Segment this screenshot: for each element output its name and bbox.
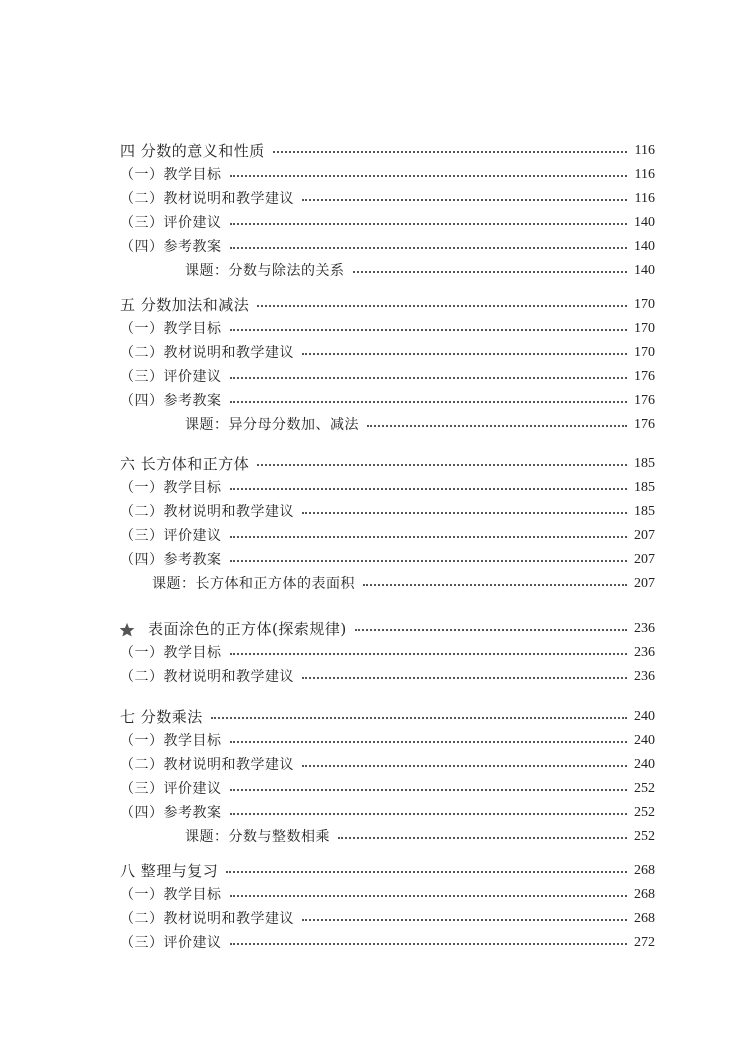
toc-entry[interactable] xyxy=(0,259,750,283)
toc-entry[interactable] xyxy=(0,365,750,389)
toc-entry-page: 268 xyxy=(634,863,655,878)
toc-entry[interactable] xyxy=(0,859,750,883)
toc-entry-title: （一）教学目标 xyxy=(120,167,222,183)
toc-entry[interactable] xyxy=(0,753,750,777)
toc-entry-title: （四）参考教案 xyxy=(120,393,222,409)
toc-entry-page: 236 xyxy=(634,669,655,684)
dot-leader xyxy=(257,305,627,307)
toc-entry-title: （二）教材说明和教学建议 xyxy=(120,345,294,361)
toc-entry[interactable] xyxy=(0,187,750,211)
toc-entry-title: 课题：异分母分数加、减法 xyxy=(185,417,359,433)
toc-entry-title: 表面涂色的正方体(探索规律) xyxy=(148,620,347,638)
toc-entry-title: （二）教材说明和教学建议 xyxy=(120,911,294,927)
dot-leader xyxy=(302,919,627,921)
toc-entry[interactable] xyxy=(0,139,750,163)
toc-entry[interactable] xyxy=(0,500,750,524)
toc-entry[interactable] xyxy=(0,452,750,476)
toc-entry-title: 八 整理与复习 xyxy=(120,862,219,880)
toc-entry-title: （二）教材说明和教学建议 xyxy=(120,669,294,685)
star-icon xyxy=(119,622,135,637)
toc-entry-title: 课题：分数与除法的关系 xyxy=(185,263,345,279)
toc-entry[interactable] xyxy=(0,665,750,689)
dot-leader xyxy=(230,653,628,655)
toc-entry-page: 170 xyxy=(634,297,655,312)
dot-leader xyxy=(230,377,628,379)
toc-entry-title: （一）教学目标 xyxy=(120,645,222,661)
toc-entry-title: （一）教学目标 xyxy=(120,480,222,496)
toc-entry[interactable] xyxy=(0,211,750,235)
toc-entry-title: （三）评价建议 xyxy=(120,215,222,231)
toc-entry[interactable] xyxy=(0,235,750,259)
toc-entry[interactable] xyxy=(0,705,750,729)
dot-leader xyxy=(257,464,627,466)
toc-entry-page: 207 xyxy=(634,552,655,567)
toc-entry[interactable] xyxy=(0,641,750,665)
toc-entry-title: （四）参考教案 xyxy=(120,552,222,568)
dot-leader xyxy=(338,837,627,839)
toc-entry-page: 176 xyxy=(634,369,655,384)
toc-entry[interactable] xyxy=(0,801,750,825)
dot-leader xyxy=(363,584,627,586)
toc-entry[interactable] xyxy=(0,293,750,317)
dot-leader xyxy=(230,943,628,945)
toc-entry-title: （二）教材说明和教学建议 xyxy=(120,757,294,773)
toc-entry-page: 236 xyxy=(634,621,655,636)
toc-entry[interactable] xyxy=(0,617,750,641)
toc-entry[interactable] xyxy=(0,777,750,801)
toc-entry-title: （四）参考教案 xyxy=(120,239,222,255)
dot-leader xyxy=(230,560,628,562)
dot-leader xyxy=(230,401,628,403)
toc-entry-page: 236 xyxy=(634,645,655,660)
toc-entry-title: 五 分数加法和减法 xyxy=(120,296,250,314)
toc-entry-title: 七 分数乘法 xyxy=(120,708,203,726)
toc-entry-title: （四）参考教案 xyxy=(120,805,222,821)
dot-leader xyxy=(355,629,627,631)
dot-leader xyxy=(211,717,627,719)
toc-entry[interactable] xyxy=(0,341,750,365)
toc-entry[interactable] xyxy=(0,317,750,341)
toc-entry-title: （一）教学目标 xyxy=(120,887,222,903)
dot-leader xyxy=(273,151,627,153)
toc-entry-title: （二）教材说明和教学建议 xyxy=(120,504,294,520)
toc-entry-title: （三）评价建议 xyxy=(120,781,222,797)
toc-entry-title: （一）教学目标 xyxy=(120,321,222,337)
toc-entry-page: 185 xyxy=(634,456,655,471)
toc-entry-page: 240 xyxy=(634,709,655,724)
toc-entry-title: （三）评价建议 xyxy=(120,369,222,385)
toc-entry[interactable] xyxy=(0,825,750,849)
toc-entry[interactable] xyxy=(0,163,750,187)
toc-entry-page: 207 xyxy=(634,528,655,543)
toc-entry-title: 课题：分数与整数相乘 xyxy=(185,829,330,845)
dot-leader xyxy=(230,789,628,791)
toc-entry-page: 140 xyxy=(634,239,655,254)
toc-entry[interactable] xyxy=(0,907,750,931)
toc-entry-title: 课题：长方体和正方体的表面积 xyxy=(152,576,355,592)
toc-entry-title: （一）教学目标 xyxy=(120,733,222,749)
toc-entry-title: （二）教材说明和教学建议 xyxy=(120,191,294,207)
toc-entry[interactable] xyxy=(0,389,750,413)
dot-leader xyxy=(302,765,627,767)
dot-leader xyxy=(230,895,628,897)
dot-leader xyxy=(230,536,628,538)
toc-entry[interactable] xyxy=(0,413,750,437)
toc-entry-page: 170 xyxy=(634,345,655,360)
toc-entry-page: 268 xyxy=(634,887,655,902)
dot-leader xyxy=(230,741,628,743)
dot-leader xyxy=(230,488,628,490)
toc-entry-page: 252 xyxy=(634,829,655,844)
dot-leader xyxy=(230,329,628,331)
toc-entry-page: 176 xyxy=(634,393,655,408)
toc-entry-page: 240 xyxy=(634,757,655,772)
toc-entry-title: 四 分数的意义和性质 xyxy=(120,142,265,160)
dot-leader xyxy=(226,871,627,873)
toc-entry-page: 240 xyxy=(634,733,655,748)
dot-leader xyxy=(230,223,628,225)
toc-entry-page: 272 xyxy=(634,935,655,950)
dot-leader xyxy=(302,353,627,355)
toc-entry-page: 116 xyxy=(634,191,655,206)
toc-entry[interactable] xyxy=(0,524,750,548)
toc-entry[interactable] xyxy=(0,883,750,907)
toc-entry[interactable] xyxy=(0,548,750,572)
toc-entry[interactable] xyxy=(0,729,750,753)
toc-entry-page: 116 xyxy=(634,143,655,158)
toc-entry-page: 176 xyxy=(634,417,655,432)
toc-entry[interactable] xyxy=(0,931,750,955)
toc-entry[interactable] xyxy=(0,476,750,500)
toc-entry-page: 207 xyxy=(634,576,655,591)
toc-entry-title: （三）评价建议 xyxy=(120,528,222,544)
dot-leader xyxy=(367,425,627,427)
dot-leader xyxy=(230,813,628,815)
toc-entry-page: 140 xyxy=(634,215,655,230)
toc-entry-page: 252 xyxy=(634,781,655,796)
toc-entry-page: 116 xyxy=(634,167,655,182)
toc-entry-page: 170 xyxy=(634,321,655,336)
toc-entry-title: 六 长方体和正方体 xyxy=(120,455,250,473)
toc-entry-title: （三）评价建议 xyxy=(120,935,222,951)
toc-entry-page: 185 xyxy=(634,480,655,495)
toc-entry[interactable] xyxy=(0,572,750,596)
dot-leader xyxy=(302,677,627,679)
toc-entry-page: 140 xyxy=(634,263,655,278)
dot-leader xyxy=(302,199,627,201)
toc-entry-page: 252 xyxy=(634,805,655,820)
toc-entry-page: 185 xyxy=(634,504,655,519)
dot-leader xyxy=(353,271,628,273)
dot-leader xyxy=(302,512,627,514)
dot-leader xyxy=(230,175,628,177)
dot-leader xyxy=(230,247,628,249)
toc-entry-page: 268 xyxy=(634,911,655,926)
